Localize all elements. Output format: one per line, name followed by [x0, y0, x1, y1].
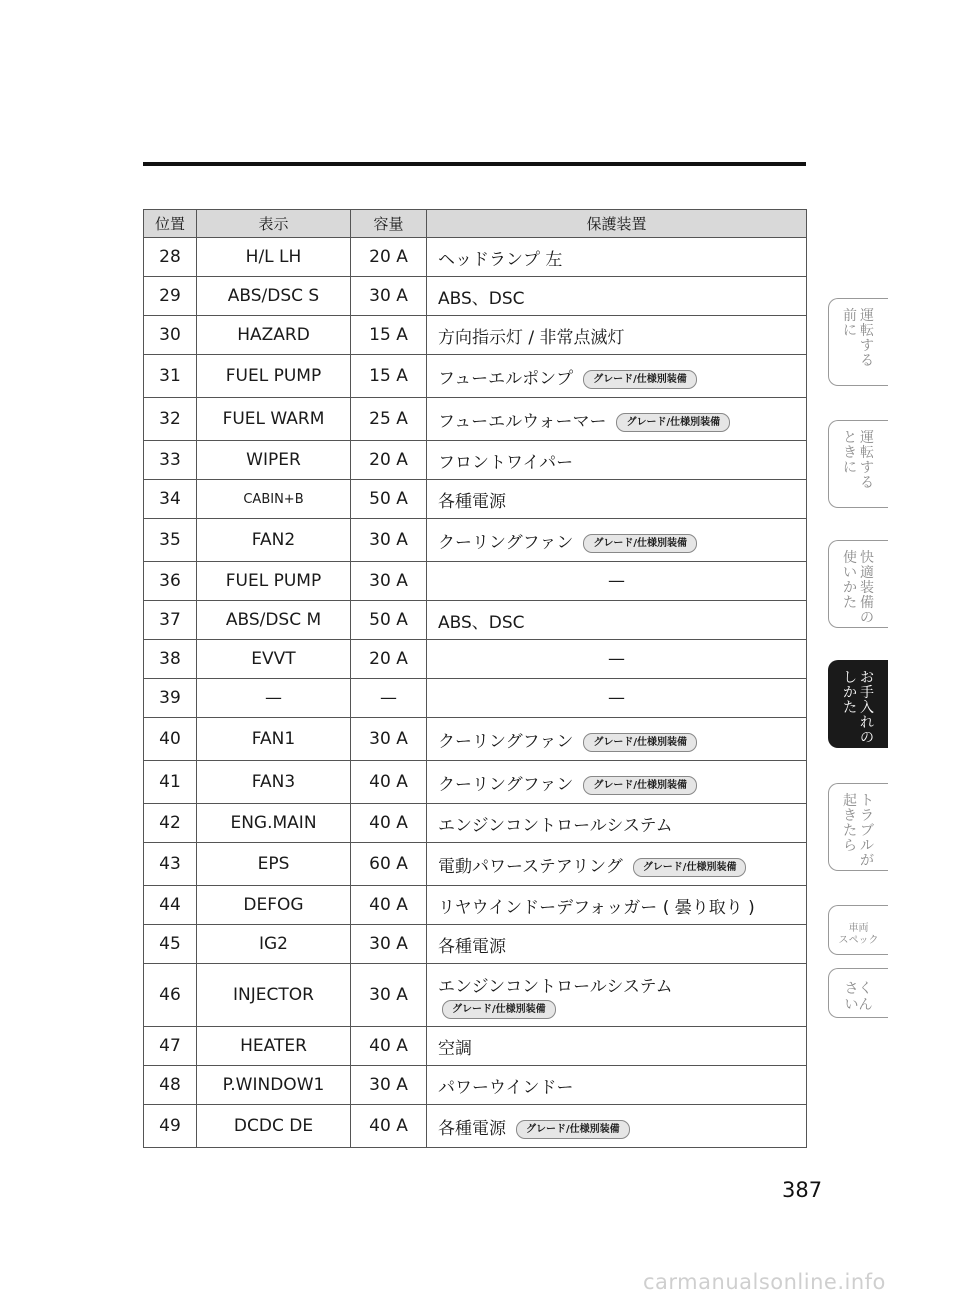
tab-troubleshooting[interactable]	[828, 783, 888, 871]
cell-device	[427, 316, 807, 355]
grade-badge: グレード/仕様別装備	[583, 534, 697, 553]
cell-device	[427, 1066, 807, 1105]
cell-device	[427, 718, 807, 761]
cell-label: EPS	[197, 843, 351, 886]
cell-position: 34	[144, 480, 197, 519]
cell-label: FUEL PUMP	[197, 355, 351, 398]
header-position: 位置	[144, 210, 197, 238]
cell-position: 47	[144, 1027, 197, 1066]
tab-label-line: お手入れの	[860, 670, 874, 746]
table-row	[144, 843, 807, 886]
cell-label: ENG.MAIN	[197, 804, 351, 843]
device-text: —	[608, 649, 625, 669]
cell-label: DEFOG	[197, 886, 351, 925]
cell-device	[427, 1105, 807, 1148]
cell-label: FAN2	[197, 519, 351, 562]
cell-label: HAZARD	[197, 316, 351, 355]
cell-label: IG2	[197, 925, 351, 964]
device-text: フューエルポンプ	[438, 368, 574, 389]
cell-position: 37	[144, 601, 197, 640]
header-label: 表示	[197, 210, 351, 238]
tab-label-line: スペック	[838, 934, 879, 946]
cell-label: H/L LH	[197, 238, 351, 277]
cell-capacity: 30 A	[351, 277, 427, 316]
cell-device	[427, 519, 807, 562]
cell-device	[427, 441, 807, 480]
cell-device	[427, 925, 807, 964]
header-protected-device: 保護装置	[427, 210, 807, 238]
tab-index[interactable]	[828, 968, 888, 1018]
cell-label: ABS/DSC S	[197, 277, 351, 316]
tab-label-line: トラブルが	[860, 793, 874, 869]
device-text: クーリングファン	[438, 731, 574, 752]
device-text: 各種電源	[438, 491, 506, 512]
device-text: クーリングファン	[438, 532, 574, 553]
cell-label: DCDC DE	[197, 1105, 351, 1148]
tab-label-line: 運転する	[860, 308, 874, 369]
cell-capacity: 30 A	[351, 519, 427, 562]
device-text: ヘッドランプ 左	[438, 249, 563, 270]
cell-capacity: 15 A	[351, 355, 427, 398]
table-row	[144, 355, 807, 398]
table-row	[144, 601, 807, 640]
cell-label: P.WINDOW1	[197, 1066, 351, 1105]
cell-capacity: 30 A	[351, 718, 427, 761]
table-row	[144, 679, 807, 718]
table-row	[144, 562, 807, 601]
cell-capacity: 50 A	[351, 480, 427, 519]
cell-position: 31	[144, 355, 197, 398]
page-number: 387	[782, 1178, 823, 1202]
table-row	[144, 398, 807, 441]
top-rule	[143, 162, 806, 166]
tab-vehicle-specs[interactable]	[828, 905, 888, 955]
tab-when-driving[interactable]	[828, 420, 888, 508]
table-row	[144, 1027, 807, 1066]
header-capacity: 容量	[351, 210, 427, 238]
cell-capacity: 50 A	[351, 601, 427, 640]
cell-label: —	[197, 679, 351, 718]
cell-capacity: 25 A	[351, 398, 427, 441]
device-text: リヤウインドーデフォッガー ( 曇り取り )	[438, 897, 755, 918]
cell-device	[427, 355, 807, 398]
cell-position: 39	[144, 679, 197, 718]
cell-label: INJECTOR	[197, 964, 351, 1027]
device-text: ABS、DSC	[438, 612, 525, 633]
cell-device	[427, 1027, 807, 1066]
tab-label-line: ときに	[843, 430, 857, 476]
cell-capacity: 40 A	[351, 886, 427, 925]
cell-capacity: 40 A	[351, 1105, 427, 1148]
device-text: —	[608, 571, 625, 591]
cell-device	[427, 640, 807, 679]
cell-position: 44	[144, 886, 197, 925]
cell-device	[427, 562, 807, 601]
cell-position: 33	[144, 441, 197, 480]
cell-capacity: 40 A	[351, 804, 427, 843]
device-text: 方向指示灯 / 非常点滅灯	[438, 327, 625, 348]
cell-device	[427, 964, 807, 1027]
cell-label: EVVT	[197, 640, 351, 679]
cell-capacity: 30 A	[351, 562, 427, 601]
device-text: 空調	[438, 1038, 472, 1059]
tab-label-line: 起きたら	[843, 793, 857, 854]
cell-label: FUEL PUMP	[197, 562, 351, 601]
tab-label-line: しかた	[843, 670, 857, 716]
device-text: 電動パワーステアリング	[438, 856, 623, 877]
cell-position: 38	[144, 640, 197, 679]
cell-position: 28	[144, 238, 197, 277]
table-header-row	[144, 210, 807, 238]
grade-badge: グレード/仕様別装備	[442, 1000, 556, 1019]
device-text: 各種電源	[438, 936, 506, 957]
cell-device	[427, 480, 807, 519]
grade-badge: グレード/仕様別装備	[516, 1120, 630, 1139]
cell-capacity: 30 A	[351, 1066, 427, 1105]
cell-capacity: 20 A	[351, 441, 427, 480]
table-row	[144, 238, 807, 277]
cell-label: ABS/DSC M	[197, 601, 351, 640]
table-row	[144, 804, 807, 843]
cell-capacity: —	[351, 679, 427, 718]
cell-device	[427, 761, 807, 804]
table-row	[144, 718, 807, 761]
cell-position: 46	[144, 964, 197, 1027]
cell-label: FUEL WARM	[197, 398, 351, 441]
cell-device	[427, 398, 807, 441]
device-text: フューエルウォーマー	[438, 411, 607, 432]
cell-capacity: 15 A	[351, 316, 427, 355]
table-row	[144, 964, 807, 1027]
table-row	[144, 1105, 807, 1148]
cell-capacity: 40 A	[351, 1027, 427, 1066]
device-text: —	[608, 688, 625, 708]
cell-capacity: 20 A	[351, 640, 427, 679]
tab-maintenance[interactable]	[828, 660, 888, 748]
cell-device	[427, 843, 807, 886]
cell-position: 49	[144, 1105, 197, 1148]
tab-label-line: いん	[844, 997, 873, 1013]
cell-position: 45	[144, 925, 197, 964]
tab-label-line: 快適装備の	[860, 550, 874, 626]
watermark: carmanualsonline.info	[643, 1270, 886, 1294]
grade-badge: グレード/仕様別装備	[583, 776, 697, 795]
cell-capacity: 30 A	[351, 925, 427, 964]
cell-device	[427, 679, 807, 718]
cell-label: HEATER	[197, 1027, 351, 1066]
table-row	[144, 886, 807, 925]
tab-label-line: 運転する	[860, 430, 874, 491]
device-text: クーリングファン	[438, 774, 574, 795]
cell-capacity: 20 A	[351, 238, 427, 277]
device-text: エンジンコントロールシステム	[438, 815, 673, 836]
table-row	[144, 925, 807, 964]
cell-position: 29	[144, 277, 197, 316]
cell-position: 30	[144, 316, 197, 355]
device-text: エンジンコントロールシステム	[438, 976, 673, 997]
cell-device	[427, 238, 807, 277]
tab-label-line: 使いかた	[843, 550, 857, 611]
device-text: パワーウインドー	[438, 1077, 574, 1098]
cell-device	[427, 804, 807, 843]
cell-device	[427, 277, 807, 316]
grade-badge: グレード/仕様別装備	[616, 413, 730, 432]
cell-label: FAN1	[197, 718, 351, 761]
cell-position: 40	[144, 718, 197, 761]
cell-label: CABIN+B	[197, 480, 351, 519]
table-row	[144, 519, 807, 562]
tab-label-line: さく	[844, 981, 873, 997]
tab-label-line: 前に	[843, 308, 857, 339]
table-row	[144, 640, 807, 679]
cell-label: FAN3	[197, 761, 351, 804]
cell-position: 48	[144, 1066, 197, 1105]
cell-position: 36	[144, 562, 197, 601]
cell-capacity: 60 A	[351, 843, 427, 886]
tab-label-line: 車両	[848, 922, 869, 934]
tab-before-driving[interactable]	[828, 298, 888, 386]
cell-device	[427, 601, 807, 640]
tab-comfort-features[interactable]	[828, 540, 888, 628]
cell-position: 32	[144, 398, 197, 441]
table-row	[144, 761, 807, 804]
cell-position: 35	[144, 519, 197, 562]
grade-badge: グレード/仕様別装備	[633, 858, 747, 877]
grade-badge: グレード/仕様別装備	[583, 733, 697, 752]
cell-capacity: 30 A	[351, 964, 427, 1027]
grade-badge: グレード/仕様別装備	[583, 370, 697, 389]
cell-position: 42	[144, 804, 197, 843]
device-text: フロントワイパー	[438, 452, 574, 473]
device-text: ABS、DSC	[438, 288, 525, 309]
device-text: 各種電源	[438, 1118, 506, 1139]
table-row	[144, 316, 807, 355]
cell-position: 41	[144, 761, 197, 804]
fuse-table	[143, 209, 807, 1148]
cell-label: WIPER	[197, 441, 351, 480]
cell-device	[427, 886, 807, 925]
table-row	[144, 277, 807, 316]
table-row	[144, 1066, 807, 1105]
table-row	[144, 480, 807, 519]
table-row	[144, 441, 807, 480]
cell-position: 43	[144, 843, 197, 886]
cell-capacity: 40 A	[351, 761, 427, 804]
